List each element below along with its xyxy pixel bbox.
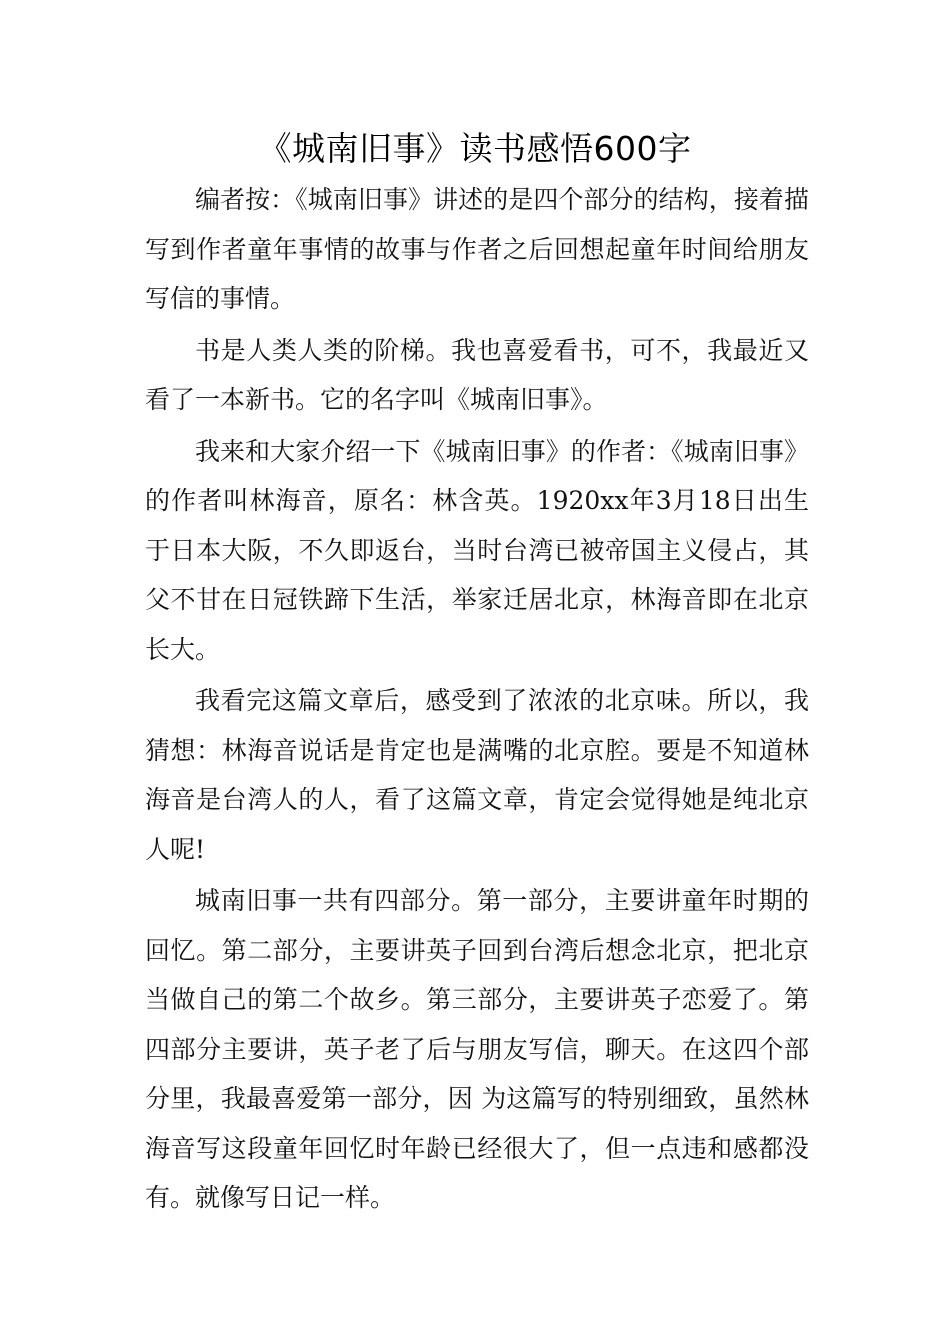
paragraph-editor-note: 编者按：《城南旧事》讲述的是四个部分的结构，接着描写到作者童年事情的故事与作者之后回想起童年时间给朋友写信的事情。: [145, 185, 809, 313]
document-body: [145, 175, 809, 1223]
paragraph-intro: 书是人类人类的阶梯。我也喜爱看书，可不，我最近又看了一本新书。它的名字叫《城南旧事》。: [145, 335, 809, 414]
paragraph-structure: 城南旧事一共有四部分。第一部分，主要讲童年时期的回忆。第二部分，主要讲英子回到台湾后想念北京，把北京当做自己的第二个故乡。第三部分，主要讲英子恋爱了。第四部分主要讲，英子老了后与朋友写信，聊天。在这四个部分里，我最喜爱第一部分，因 为这篇写的特别细致，虽然林海音写这段童年回忆时年龄已经很大了，但一点违和感都没有。就像写日记一样。: [145, 886, 809, 1212]
paragraph-author: 我来和大家介绍一下《城南旧事》的作者：《城南旧事》的作者叫林海音，原名：林含英。1920xx年3月18日出生于日本大阪，不久即返台，当时台湾已被帝国主义侵占，其父不甘在日冠铁蹄下生活，举家迁居北京，林海音即在北京长大。: [145, 436, 809, 664]
paragraph-impression: 我看完这篇文章后，感受到了浓浓的北京味。所以，我猜想：林海音说话是肯定也是满嘴的北京腔。要是不知道林海音是台湾人的人，看了这篇文章，肯定会觉得她是纯北京人呢!: [145, 686, 809, 864]
document-title: 《城南旧事》读书感悟600字: [258, 129, 692, 168]
